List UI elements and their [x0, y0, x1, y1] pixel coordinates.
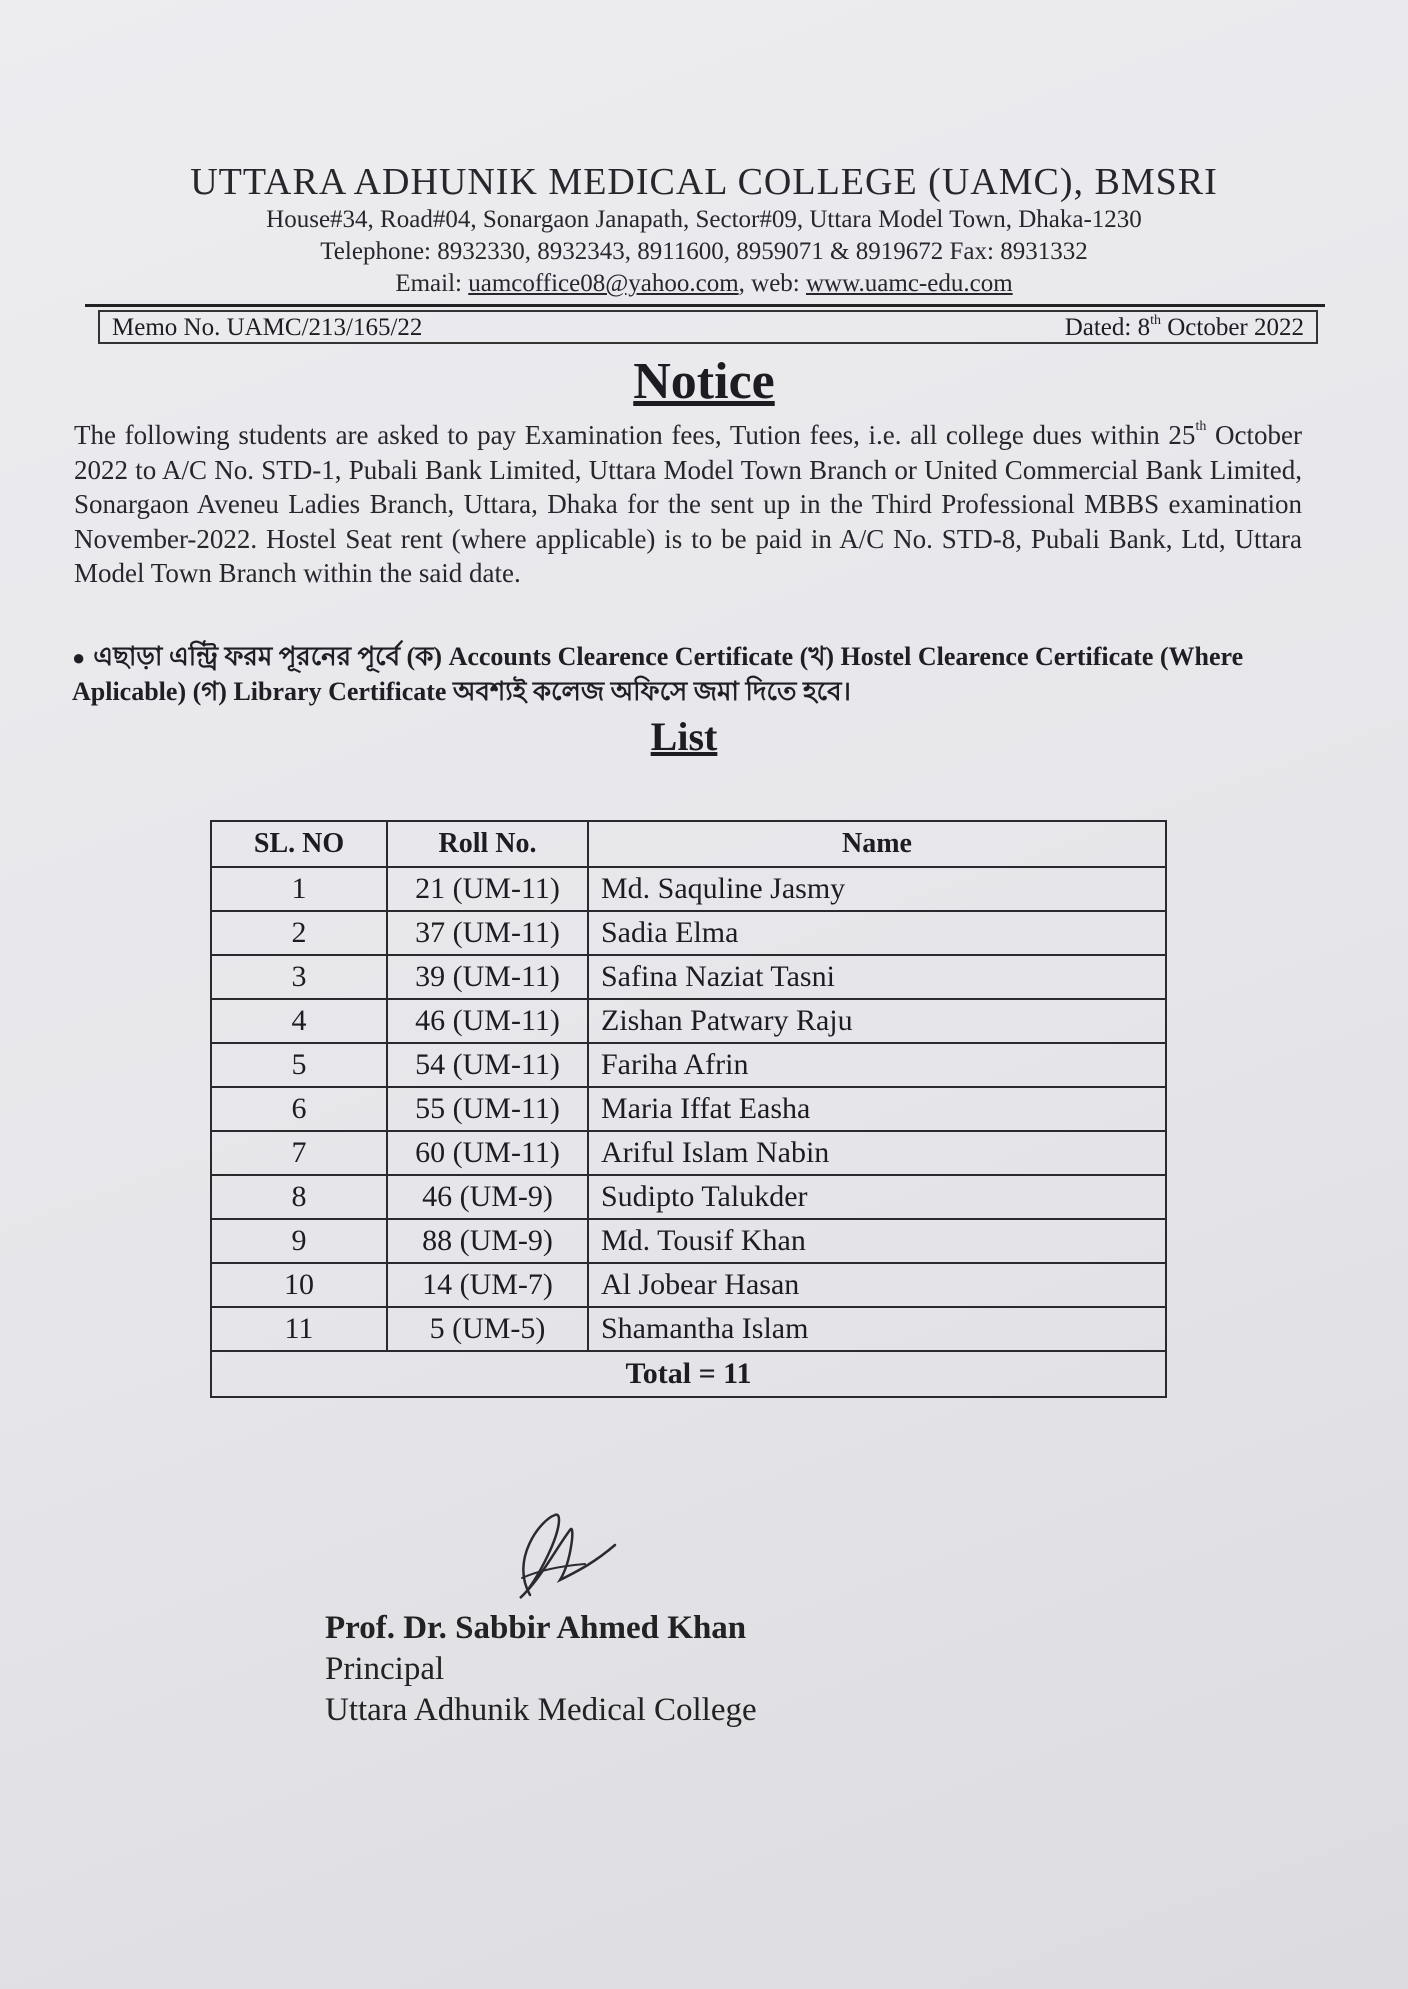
- college-telephone: Telephone: 8932330, 8932343, 8911600, 8959071 & 8919672 Fax: 8931332: [320, 238, 1088, 265]
- email-link[interactable]: uamcoffice08@yahoo.com: [468, 270, 739, 297]
- signatory-organization: Uttara Adhunik Medical College: [325, 1692, 757, 1728]
- table-row: [211, 1087, 1166, 1131]
- cell-name: Sudipto Talukder: [588, 1175, 1166, 1219]
- cell-name: Safina Naziat Tasni: [588, 955, 1166, 999]
- cell-roll: 37 (UM-11): [387, 911, 588, 955]
- table-total-row: [211, 1351, 1166, 1397]
- cell-name: Md. Saquline Jasmy: [588, 867, 1166, 911]
- college-contact: [0, 270, 1408, 298]
- table-row: [211, 999, 1166, 1043]
- total-count: Total = 11: [211, 1351, 1166, 1397]
- cell-sl: 9: [211, 1219, 387, 1263]
- cell-sl: 3: [211, 955, 387, 999]
- requirement-text: এছাড়া এন্ট্রি ফরম পূরনের পূর্বে (ক) Accounts Clearence Certificate (খ) Hostel Clearence Certificate (Where Aplicable) (গ) Library Certificate অবশ্যই কলেজ অফিসে জমা দিতে হবে।: [72, 642, 1244, 706]
- cell-name: Md. Tousif Khan: [588, 1219, 1166, 1263]
- notice-body: [74, 418, 1302, 591]
- cell-roll: 54 (UM-11): [387, 1043, 588, 1087]
- header-name: Name: [588, 821, 1166, 867]
- website-link[interactable]: www.uamc-edu.com: [806, 270, 1013, 297]
- cell-sl: 5: [211, 1043, 387, 1087]
- college-address: House#34, Road#04, Sonargaon Janapath, Sector#09, Uttara Model Town, Dhaka-1230: [266, 206, 1142, 233]
- table-header-row: [211, 821, 1166, 867]
- student-table: [210, 820, 1167, 1398]
- cell-name: Fariha Afrin: [588, 1043, 1166, 1087]
- header-sl-no: SL. NO: [211, 821, 387, 867]
- cell-sl: 6: [211, 1087, 387, 1131]
- table-row: [211, 1175, 1166, 1219]
- cell-roll: 5 (UM-5): [387, 1307, 588, 1351]
- table-row: [211, 911, 1166, 955]
- memo-date-suffix: October 2022: [1160, 314, 1304, 341]
- student-table-wrap: [210, 820, 1167, 1398]
- cell-roll: 55 (UM-11): [387, 1087, 588, 1131]
- cell-name: Zishan Patwary Raju: [588, 999, 1166, 1043]
- letterhead-divider: [85, 304, 1325, 307]
- list-title: List: [650, 714, 718, 759]
- notice-title: Notice: [633, 353, 775, 410]
- cell-roll: 21 (UM-11): [387, 867, 588, 911]
- memo-date-sup: th: [1150, 313, 1161, 328]
- cell-name: Shamantha Islam: [588, 1307, 1166, 1351]
- signatory-name: Prof. Dr. Sabbir Ahmed Khan: [325, 1610, 747, 1646]
- header-roll-no: Roll No.: [387, 821, 588, 867]
- signature-icon: [500, 1500, 630, 1610]
- table-row: [211, 1043, 1166, 1087]
- cell-sl: 2: [211, 911, 387, 955]
- requirement-note: [72, 640, 1332, 709]
- memo-date: [1065, 312, 1304, 344]
- cell-roll: 88 (UM-9): [387, 1219, 588, 1263]
- notice-body-sup: th: [1195, 419, 1207, 434]
- cell-sl: 7: [211, 1131, 387, 1175]
- table-row: [211, 1307, 1166, 1351]
- bullet-icon: ●: [72, 645, 86, 670]
- memo-number: Memo No. UAMC/213/165/22: [112, 314, 423, 341]
- cell-sl: 1: [211, 867, 387, 911]
- memo-date-prefix: Dated: 8: [1064, 314, 1151, 341]
- signatory-title: Principal: [325, 1651, 445, 1687]
- cell-roll: 14 (UM-7): [387, 1263, 588, 1307]
- cell-sl: 11: [211, 1307, 387, 1351]
- table-row: [211, 1263, 1166, 1307]
- table-row: [211, 867, 1166, 911]
- table-row: [211, 1219, 1166, 1263]
- cell-sl: 4: [211, 999, 387, 1043]
- email-label: Email:: [395, 270, 469, 297]
- cell-name: Maria Iffat Easha: [588, 1087, 1166, 1131]
- cell-roll: 46 (UM-9): [387, 1175, 588, 1219]
- cell-roll: 46 (UM-11): [387, 999, 588, 1043]
- cell-sl: 10: [211, 1263, 387, 1307]
- notice-body-part2: October 2022 to A/C No. STD-1, Pubali Bank Limited, Uttara Model Town Branch or United Commercial Bank Limited, Sonargaon Aveneu Ladies Branch, Uttara, Dhaka for the sent up in the Third Professional MBBS examination November-2022. Hostel Seat rent (where applicable) is to be paid in A/C No. STD-8, Pubali Bank, Ltd, Uttara Model Town Branch within the said date.: [74, 420, 1302, 588]
- table-row: [211, 955, 1166, 999]
- college-name: UTTARA ADHUNIK MEDICAL COLLEGE (UAMC), BMSRI: [190, 161, 1218, 203]
- memo-box: [98, 310, 1318, 344]
- cell-roll: 60 (UM-11): [387, 1131, 588, 1175]
- cell-name: Al Jobear Hasan: [588, 1263, 1166, 1307]
- cell-name: Sadia Elma: [588, 911, 1166, 955]
- cell-sl: 8: [211, 1175, 387, 1219]
- notice-body-part1: The following students are asked to pay Examination fees, Tution fees, i.e. all college dues within 25: [74, 420, 1196, 450]
- cell-name: Ariful Islam Nabin: [588, 1131, 1166, 1175]
- table-row: [211, 1131, 1166, 1175]
- web-label: , web:: [738, 270, 806, 297]
- cell-roll: 39 (UM-11): [387, 955, 588, 999]
